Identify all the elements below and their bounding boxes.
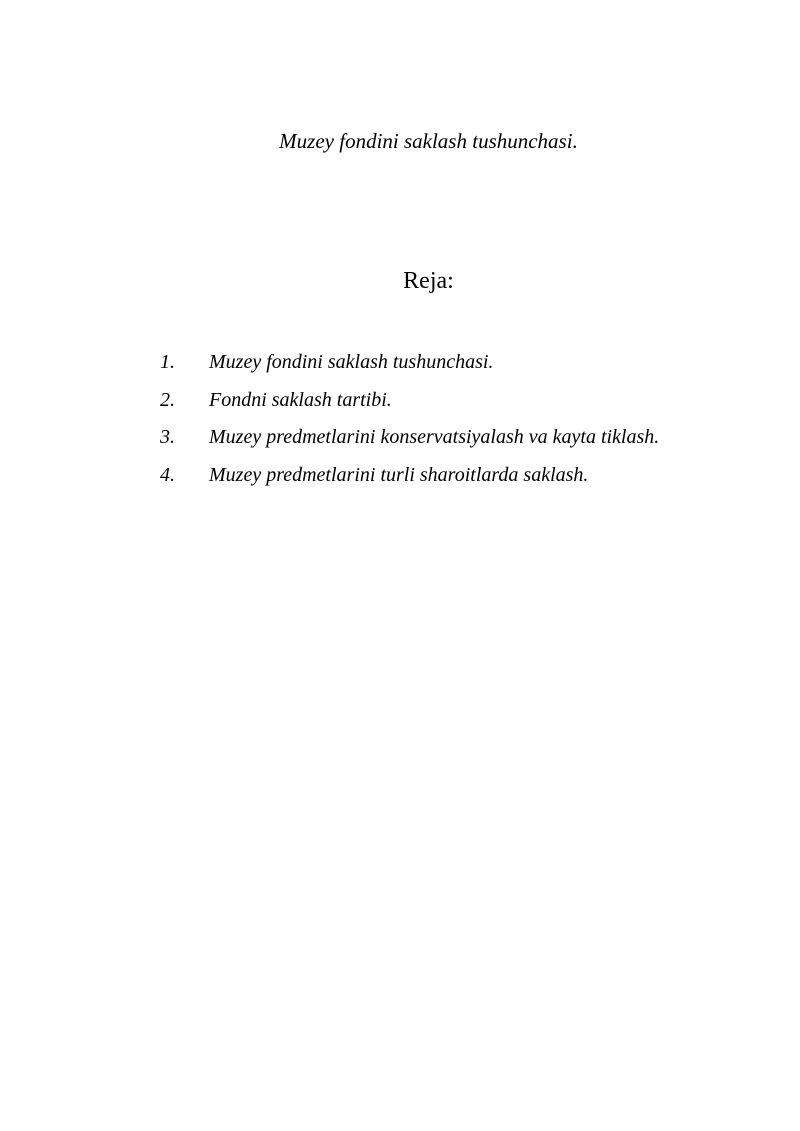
plan-item: [160, 387, 659, 425]
plan-item-text: Muzey predmetlarini turli sharoitlarda saklash.: [209, 463, 589, 486]
document-title: Muzey fondini saklash tushunchasi.: [279, 129, 578, 153]
plan-item-number: 2.: [160, 388, 175, 411]
plan-item: [160, 349, 659, 387]
plan-item-text: Fondni saklash tartibi.: [209, 388, 392, 411]
plan-heading: Reja:: [403, 268, 454, 294]
plan-item: [160, 462, 659, 500]
plan-item-number: 4.: [160, 463, 175, 486]
plan-item-number: 1.: [160, 351, 175, 373]
plan-item: [160, 424, 659, 462]
plan-item-number: 3.: [160, 426, 175, 448]
plan-list: [160, 349, 659, 499]
plan-item-text: Muzey fondini saklash tushunchasi.: [209, 351, 494, 373]
plan-item-text: Muzey predmetlarini konservatsiyalash va kayta tiklash.: [209, 426, 660, 448]
